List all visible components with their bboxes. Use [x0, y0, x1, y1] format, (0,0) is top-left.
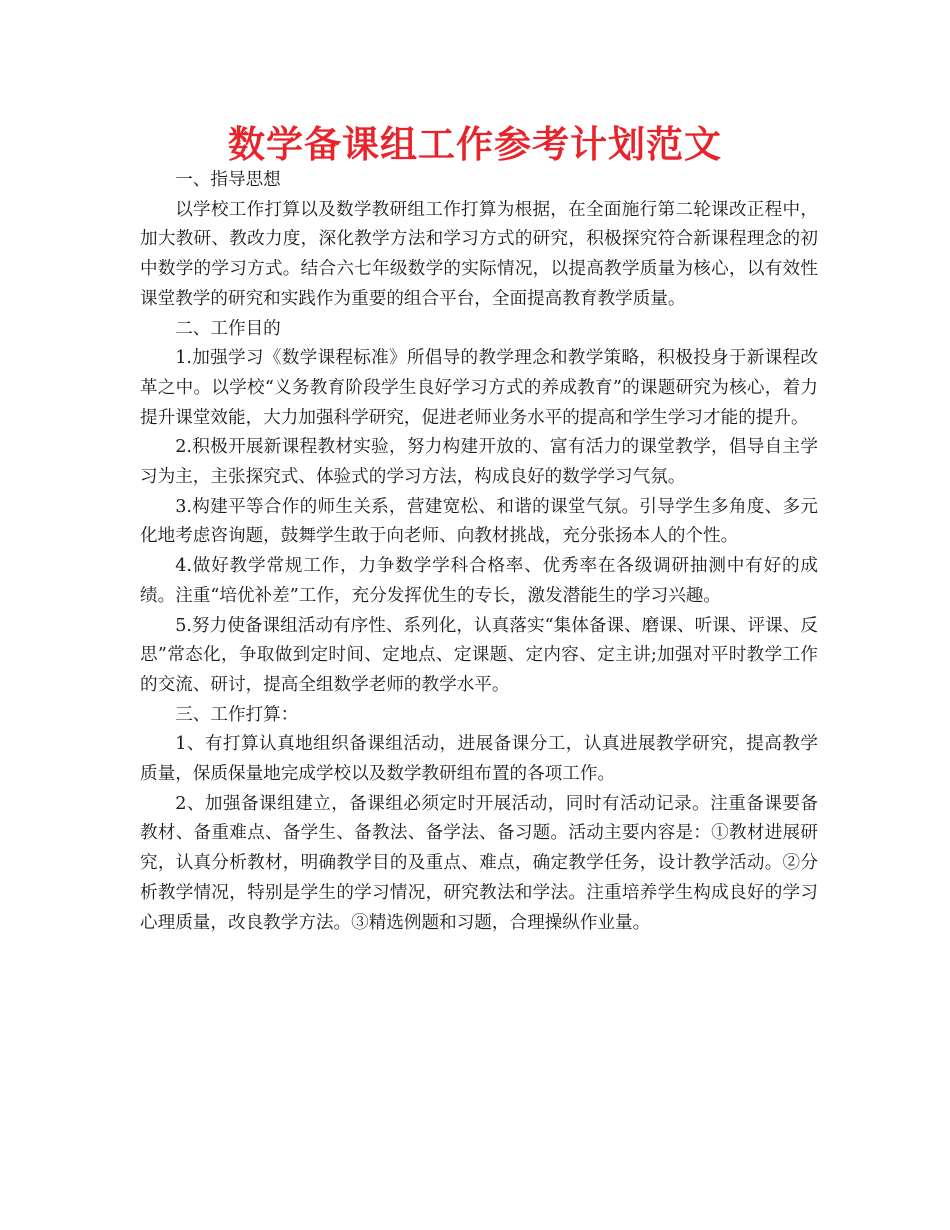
document-title: 数学备课组工作参考计划范文: [228, 122, 722, 166]
heading-work-plan: 三、工作打算：: [175, 704, 299, 725]
paragraph: 1.加强学习《数学课程标准》所倡导的教学理念和教学策略，积极投身于新课程改革之中。以学校“义务教育阶段学生良好学习方式的养成教育”的课题研究为核心，着力提升课堂效能，大力加强科学研究，促进老师业务水平的提高和学生学习才能的提升。: [140, 348, 818, 428]
paragraph: 3.构建平等合作的师生关系，营建宽松、和谐的课堂气氛。引导学生多角度、多元化地考虑咨询题，鼓舞学生敢于向老师、向教材挑战，充分张扬本人的个性。: [140, 496, 818, 547]
paragraph: 5.努力使备课组活动有序性、系列化，认真落实“集体备课、磨课、听课、评课、反思”常态化，争取做到定时间、定地点、定课题、定内容、定主讲;加强对平时教学工作的交流、研讨，提高全组数学老师的教学水平。: [140, 615, 818, 695]
paragraph: 2.积极开展新课程教材实验，努力构建开放的、富有活力的课堂教学，倡导自主学习为主，主张探究式、体验式的学习方法，构成良好的数学学习气氛。: [140, 437, 818, 488]
paragraph: 1、有打算认真地组织备课组活动，进展备课分工，认真进展教学研究，提高教学质量，保质保量地完成学校以及数学教研组布置的各项工作。: [140, 734, 818, 785]
paragraph: 以学校工作打算以及数学教研组工作打算为根据，在全面施行第二轮课改正程中，加大教研、教改力度，深化教学方法和学习方式的研究，积极探究符合新课程理念的初中数学的学习方式。结合六七年级数学的实际情况，以提高教学质量为核心，以有效性课堂教学的研究和实践作为重要的组合平台，全面提高教育教学质量。: [140, 199, 818, 309]
paragraph: 4.做好教学常规工作，力争数学学科合格率、优秀率在各级调研抽测中有好的成绩。注重“培优补差”工作，充分发挥优生的专长，激发潜能生的学习兴趣。: [140, 556, 818, 606]
heading-guiding-thought: 一、指导思想: [175, 170, 281, 190]
document-body: [140, 166, 818, 938]
heading-work-goals: 二、工作目的: [175, 318, 281, 339]
paragraph: 2、加强备课组建立，备课组必须定时开展活动，同时有活动记录。注重备课要备教材、备重难点、备学生、备教法、备学法、备习题。活动主要内容是：①教材进展研究，认真分析教材，明确教学目的及重点、难点，确定教学任务，设计教学活动。②分析教学情况，特别是学生的学习情况，研究教法和学法。注重培养学生构成良好的学习心理质量，改良教学方法。③精选例题和习题，合理操纵作业量。: [140, 793, 818, 933]
